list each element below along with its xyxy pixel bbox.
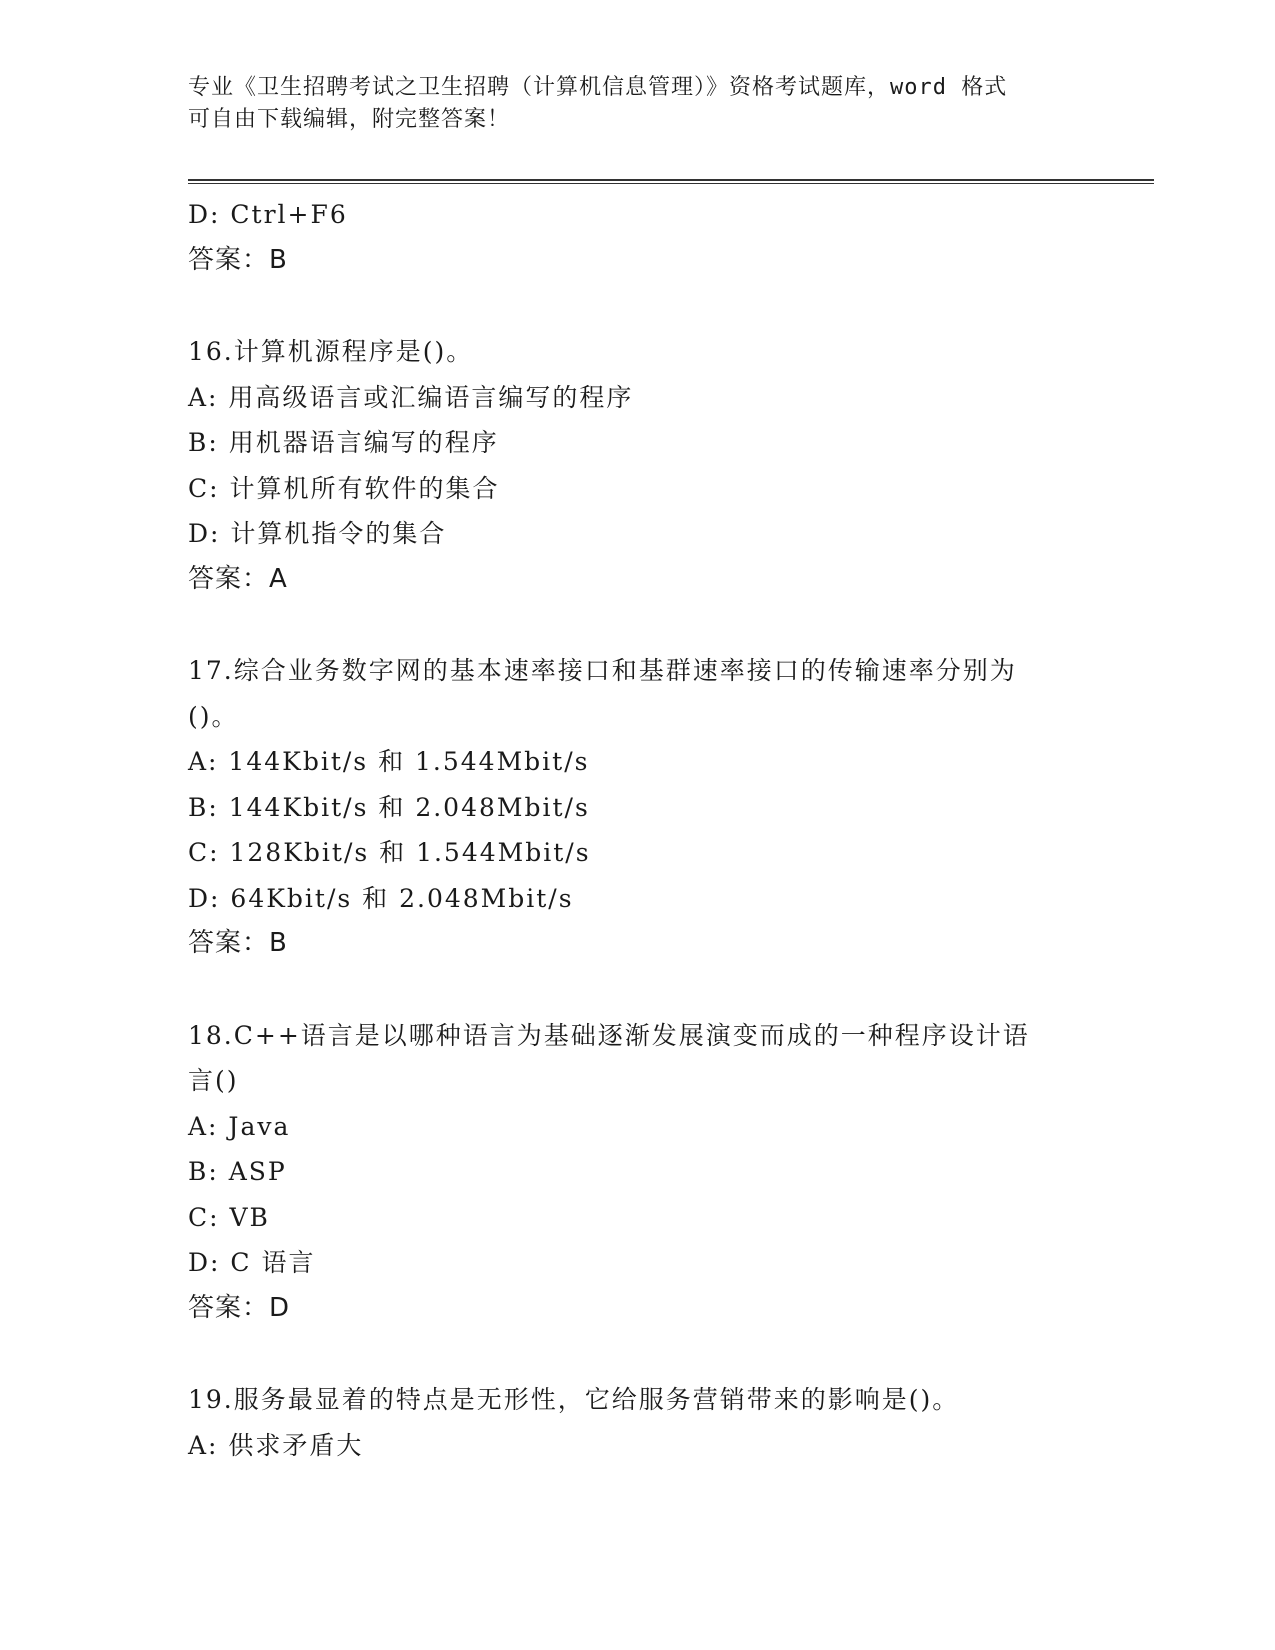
option-a: A: 用高级语言或汇编语言编写的程序 [188,382,634,412]
spacer [188,1331,1088,1377]
option-c: C: 128Kbit/s 和 1.544Mbit/s [188,838,591,867]
spacer [188,967,1088,1013]
document-body [188,192,1088,1468]
option-d: D: C 语言 [188,1248,316,1277]
answer-line: 答案：D [188,1292,291,1323]
question-stem: 16.计算机源程序是()。 [188,337,474,366]
option-a: A: Java [188,1111,291,1141]
header-line-2: 可自由下载编辑，附完整答案！ [188,107,511,132]
option-a: A: 供求矛盾大 [188,1430,364,1460]
question-16 [188,329,1088,602]
spacer [188,283,1088,329]
option-c: C: VB [188,1202,270,1232]
header-line-1: 专业《卫生招聘考试之卫生招聘（计算机信息管理）》资格考试题库，word 格式 [188,75,1008,100]
option-c: C: 计算机所有软件的集合 [188,473,500,503]
question-stem: 17.综合业务数字网的基本速率接口和基群速率接口的传输速率分别为 [188,656,1017,685]
option-d: D: Ctrl+F6 [188,200,348,229]
spacer [188,602,1088,648]
option-d: D: 64Kbit/s 和 2.048Mbit/s [188,883,574,913]
option-d: D: 计算机指令的集合 [188,519,447,548]
question-stem: 18.C++语言是以哪种语言为基础逐渐发展演变而成的一种程序设计语 [188,1020,1030,1050]
answer-line: 答案：B [188,244,288,275]
option-a: A: 144Kbit/s 和 1.544Mbit/s [188,747,590,776]
answer-line: 答案：A [188,563,288,594]
answer-line: 答案：B [188,928,288,958]
header-divider [188,179,1154,184]
question-stem-continued: 言() [188,1066,239,1095]
option-b: B: 144Kbit/s 和 2.048Mbit/s [188,792,590,822]
document-header [188,72,1088,136]
question-19 [188,1377,1088,1468]
option-b: B: 用机器语言编写的程序 [188,428,499,457]
question-stem: 19.服务最显着的特点是无形性，它给服务营销带来的影响是()。 [188,1385,960,1414]
question-stem-continued: ()。 [188,701,239,731]
question-18 [188,1013,1088,1332]
option-b: B: ASP [188,1157,287,1186]
question-17 [188,648,1088,967]
